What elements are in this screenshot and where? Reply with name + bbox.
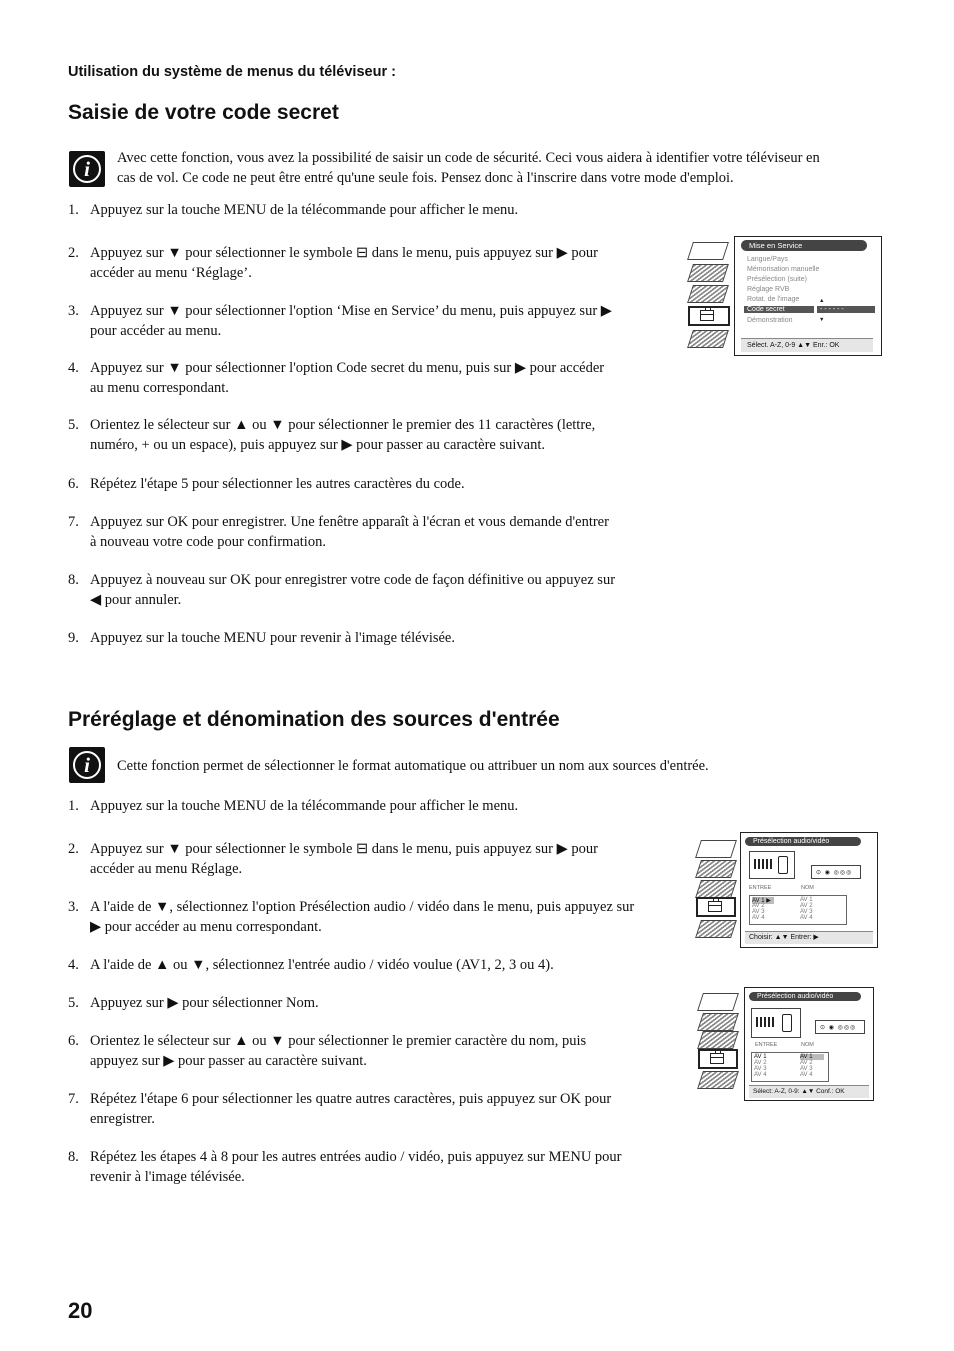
step-text [90,628,455,648]
preset-tab-icon [687,330,729,348]
step-item [68,1089,688,1129]
section1-intro-line1: Avec cette fonction, vous avez la possibilité de saisir un code de sécurité. Ceci vous aidera à identifier votre téléviseur en [117,150,820,166]
step-text [90,1147,622,1187]
step-number: 5. [68,417,79,433]
tv-menu-preselection-name [694,985,880,1101]
step-line: numéro, + ou un espace), puis appuyez sur ▶ pour passer au caractère suivant. [90,437,545,453]
step-text [90,415,595,455]
menu-title: Mise en Service [741,240,867,251]
name-row: AV 4 [800,1072,813,1078]
menu-footer: Sélect. A-Z, 0-9 ▲▼ Enr.: OK [741,338,873,352]
step-item [68,628,688,668]
step-line: Appuyez à nouveau sur OK pour enregistrer votre code de façon définitive ou appuyez sur [90,572,616,588]
page-number: 20 [68,1298,93,1323]
name-row: AV 2 [800,1060,813,1066]
sound-tab-icon [687,264,729,282]
step-line: ▶ pour accéder au menu correspondant. [90,919,322,935]
entry-row: AV 3 [754,1066,767,1072]
step-number: 6. [68,1033,79,1049]
tv-menu-preselection-av [694,832,880,948]
menu-item: Langue/Pays [747,256,788,263]
menu-item: Rotat. de l'image [747,296,800,303]
picture-tab-icon [687,242,729,260]
step-item [68,796,688,836]
name-row: AV 4 [800,915,813,921]
step-item [68,570,688,610]
section-title-code-secret: Saisie de votre code secret [68,101,339,124]
step-number: 9. [68,630,79,646]
step-text [90,796,518,816]
step-text [90,993,319,1013]
tv-menu-mise-en-service [686,236,884,358]
step-line: à nouveau votre code pour confirmation. [90,534,326,550]
av-list [751,1052,829,1082]
menu-title: Présélection audio/vidéo [749,992,861,1001]
preset-tab-icon [697,1071,739,1089]
step-line: au menu correspondant. [90,380,229,396]
step-number: 4. [68,957,79,973]
info-icon: i [69,151,105,187]
step-line: Appuyez sur ▶ pour sélectionner Nom. [90,995,319,1011]
entry-row: AV 2 [754,1060,767,1066]
section1-intro [117,148,820,188]
step-text [90,955,554,975]
step-item [68,474,688,514]
menu-footer: Choisir: ▲▼ Entrer: ▶ [745,931,873,944]
setup-tab-icon [698,1049,738,1069]
entry-row: AV 4 [752,915,765,921]
menu-title: Présélection audio/vidéo [745,837,861,846]
step-line: Appuyez sur ▼ pour sélectionner l'option ‘Mise en Service’ du menu, puis appuyez sur ▶ [90,303,612,319]
connector-icons: ⊙ ◉ ◎◎◎ [811,865,861,879]
menu-item: Démonstration [747,317,793,324]
entry-row: AV 4 [754,1072,767,1078]
step-number: 3. [68,899,79,915]
section1-intro-line2: cas de vol. Ce code ne peut être entré qu'une seule fois. Pensez donc à l'inscrire dans votre mode d'emploi. [117,170,734,186]
column-nom: NOM [801,885,814,891]
picture-tab-icon [697,993,739,1011]
step-line: appuyez sur ▶ pour passer au caractère suivant. [90,1053,367,1069]
step-item [68,839,688,879]
step-text [90,839,598,879]
step-line: A l'aide de ▲ ou ▼, sélectionnez l'entrée audio / vidéo voulue (AV1, 2, 3 ou 4). [90,957,554,973]
step-line: Appuyez sur ▼ pour sélectionner le symbole ⊟ dans le menu, puis appuyez sur ▶ pour [90,245,598,261]
column-entree: ENTREE [755,1042,778,1048]
step-number: 6. [68,476,79,492]
section2-intro: Cette fonction permet de sélectionner le format automatique ou attribuer un nom aux sources d'entrée. [117,758,709,774]
av-input-icon [751,1008,801,1038]
entry-row: AV 2 [752,903,765,909]
column-nom: NOM [801,1042,814,1048]
step-line: Répétez les étapes 4 à 8 pour les autres entrées audio / vidéo, puis appuyez sur MENU pour [90,1149,622,1165]
step-number: 7. [68,514,79,530]
step-item [68,897,688,937]
step-line: accéder au menu Réglage. [90,861,243,877]
name-row: AV 1 [800,897,813,903]
step-number: 2. [68,245,79,261]
av-input-icon [749,851,795,879]
menu-screen [734,236,882,356]
down-arrow-icon: ▼ [819,317,825,323]
menu-screen [740,832,878,948]
step-item [68,200,688,240]
step-text [90,1031,586,1071]
step-number: 5. [68,995,79,1011]
step-item [68,358,688,398]
section-title-preselection: Préréglage et dénomination des sources d'entrée [68,708,560,731]
section-kicker: Utilisation du système de menus du téléviseur : [68,64,396,80]
name-row-selected: AV 1 [800,1054,824,1060]
up-arrow-icon: ▲ [819,298,825,304]
step-number: 1. [68,798,79,814]
column-entree: ENTREE [749,885,772,891]
step-text [90,1089,611,1129]
step-text [90,570,615,610]
name-row: AV 3 [800,1066,813,1072]
entry-row: AV 3 [752,909,765,915]
step-text [90,301,612,341]
step-number: 4. [68,360,79,376]
code-field: - - - - - - [817,306,875,313]
step-line: Répétez l'étape 6 pour sélectionner les quatre autres caractères, puis appuyez sur OK pour [90,1091,612,1107]
step-item [68,1031,688,1071]
sound-tab-icon [697,1013,739,1031]
setup-tab-icon [688,306,730,326]
step-number: 3. [68,303,79,319]
step-number: 7. [68,1091,79,1107]
preset-tab-icon [695,920,737,938]
step-line: ◀ pour annuler. [90,592,182,608]
step-line: revenir à l'image télévisée. [90,1169,245,1185]
step-line: enregistrer. [90,1111,155,1127]
step-number: 8. [68,1149,79,1165]
step-text [90,243,598,283]
step-item [68,415,688,455]
step-line: Orientez le sélecteur sur ▲ ou ▼ pour sélectionner le premier caractère du nom, puis [90,1033,587,1049]
step-line: Appuyez sur la touche MENU de la télécommande pour afficher le menu. [90,798,519,814]
av-list [749,895,847,925]
step-text [90,200,518,220]
features-tab-icon [687,285,729,303]
step-item [68,1147,688,1187]
menu-item: Présélection (suite) [747,276,807,283]
step-line: Appuyez sur OK pour enregistrer. Une fenêtre apparaît à l'écran et vous demande d'entrer [90,514,609,530]
step-line: Appuyez sur ▼ pour sélectionner le symbole ⊟ dans le menu, puis appuyez sur ▶ pour [90,841,598,857]
step-line: Appuyez sur ▼ pour sélectionner l'option Code secret du menu, puis sur ▶ pour accéder [90,360,605,376]
picture-tab-icon [695,840,737,858]
step-line: Orientez le sélecteur sur ▲ ou ▼ pour sélectionner le premier des 11 caractères (lettre, [90,417,596,433]
menu-footer: Sélect: A-Z, 0-9: ▲▼ Conf.: OK [749,1085,869,1098]
step-number: 1. [68,202,79,218]
entry-row: AV 1 [754,1054,767,1060]
step-line: A l'aide de ▼, sélectionnez l'option Présélection audio / vidéo dans le menu, puis appuyez sur [90,899,635,915]
menu-item: Réglage RVB [747,286,790,293]
step-number: 8. [68,572,79,588]
step-text [90,474,465,494]
setup-tab-icon [696,897,736,917]
step-item [68,955,688,995]
step-text [90,512,609,552]
step-text [90,897,634,937]
step-item [68,993,688,1033]
menu-item: Mémorisation manuelle [747,266,820,273]
name-row: AV 3 [800,909,813,915]
step-item [68,243,688,283]
step-number: 2. [68,841,79,857]
step-text [90,358,604,398]
sound-tab-icon [695,860,737,878]
step-item [68,512,688,552]
info-icon: i [69,747,105,783]
connector-icons: ⊙ ◉ ◎◎◎ [815,1020,865,1034]
name-row: AV 2 [800,903,813,909]
entry-row: AV 1 ▶ [752,897,774,904]
step-line: Appuyez sur la touche MENU de la télécommande pour afficher le menu. [90,202,519,218]
features-tab-icon [697,1031,739,1049]
menu-screen [744,987,874,1101]
menu-item-selected: Code secret [744,306,814,313]
step-item [68,301,688,341]
step-line: accéder au menu ‘Réglage’. [90,265,252,281]
step-line: Répétez l'étape 5 pour sélectionner les autres caractères du code. [90,476,465,492]
step-line: pour accéder au menu. [90,323,222,339]
step-line: Appuyez sur la touche MENU pour revenir à l'image télévisée. [90,630,455,646]
features-tab-icon [695,880,737,898]
